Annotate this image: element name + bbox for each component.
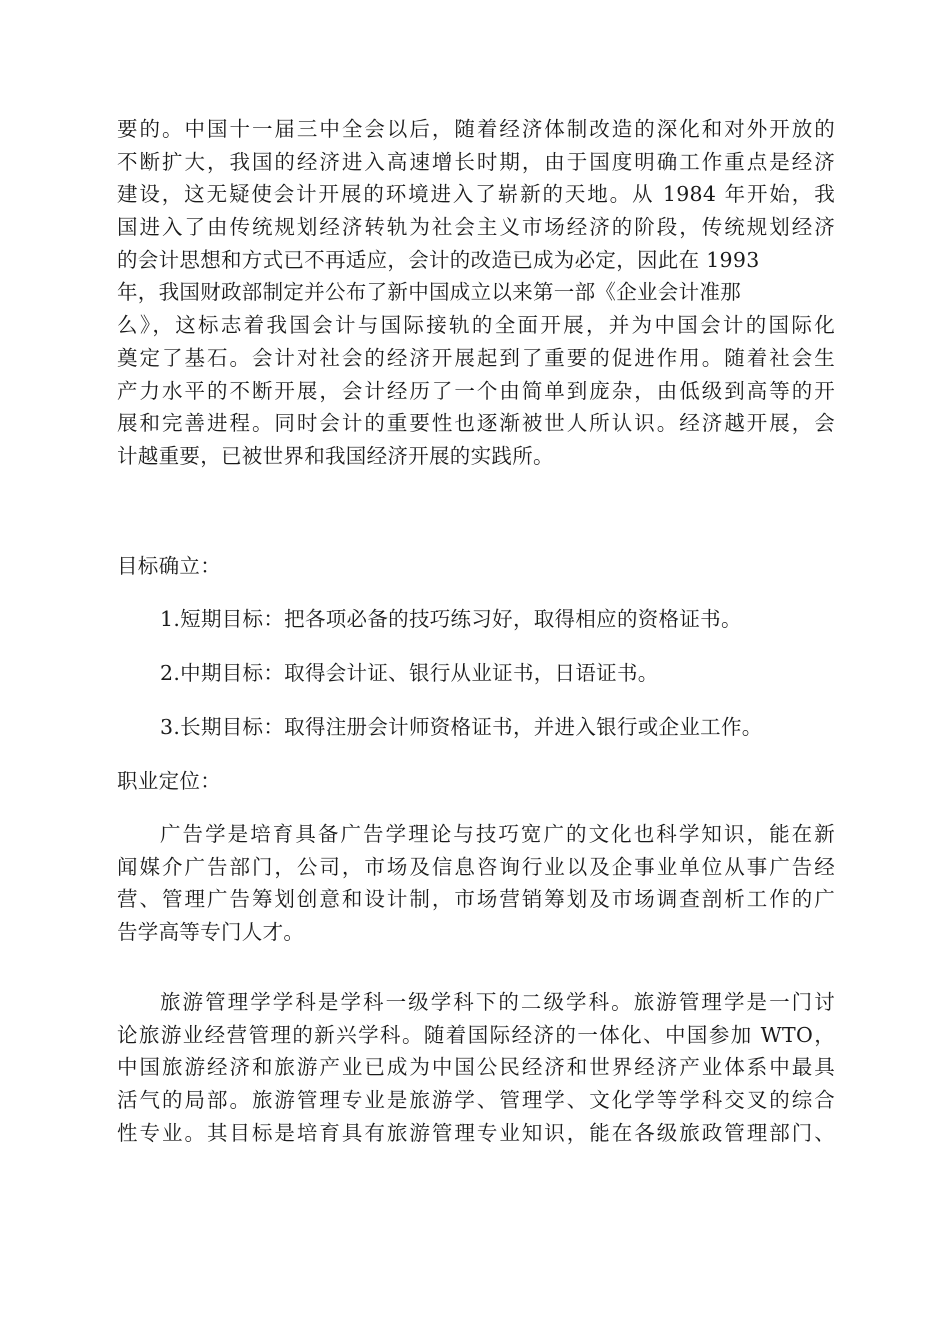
text-line: 中国旅游经济和旅游产业已成为中国公民经济和世界经济产业体系中最具 [117,1055,835,1080]
career-heading: 职业定位： [117,769,221,793]
text-line: 国进入了由传统规划经济转轨为社会主义市场经济的阶段，传统规划经济 [117,215,835,240]
text-line: 活气的局部。旅游管理专业是旅游学、管理学、文化学等学科交叉的综合 [117,1088,835,1113]
text-line: 年，我国财政部制定并公布了新中国成立以来第一部《企业会计准那 [117,280,741,305]
text-line: 奠定了基石。会计对社会的经济开展起到了重要的促进作用。随着社会生 [117,345,835,370]
goal-long-term: 3.长期目标：取得注册会计师资格证书，并进入银行或企业工作。 [160,715,763,739]
text-line: 产力水平的不断开展，会计经历了一个由简单到庞杂，由低级到高等的开 [117,378,835,403]
goals-heading: 目标确立： [117,554,221,578]
text-line: 计越重要，已被世界和我国经济开展的实践所。 [117,443,554,468]
text-line: 展和完善进程。同时会计的重要性也逐渐被世人所认识。经济越开展，会 [117,411,835,436]
goal-mid-term: 2.中期目标：取得会计证、银行从业证书，日语证书。 [160,661,659,685]
paragraph-advertising [117,818,835,949]
goal-short-term: 1.短期目标：把各项必备的技巧练习好，取得相应的资格证书。 [160,607,742,631]
text-line: 的会计思想和方式已不再适应，会计的改造已成为必定，因此在 1993 [117,247,760,272]
text-line: 么》，这标志着我国会计与国际接轨的全面开展，并为中国会计的国际化 [117,313,835,338]
text-line: 旅游管理学学科是学科一级学科下的二级学科。旅游管理学是一门讨 [160,990,835,1014]
text-line: 建设，这无疑使会计开展的环境进入了崭新的天地。从 1984 年开始，我 [117,182,835,207]
text-line: 要的。中国十一届三中全会以后，随着经济体制改造的深化和对外开放的 [117,117,835,141]
text-line: 闻媒介广告部门，公司，市场及信息咨询行业以及企事业单位从事广告经 [117,854,835,879]
text-line: 告学高等专门人才。 [117,920,305,945]
text-line: 广告学是培育具备广告学理论与技巧宽广的文化也科学知识，能在新 [160,822,835,846]
text-line: 不断扩大，我国的经济进入高速增长时期，由于国度明确工作重点是经济 [117,149,835,174]
paragraph-tourism [117,986,835,1149]
text-line: 营、管理广告筹划创意和设计制，市场营销筹划及市场调查剖析工作的广 [117,887,835,912]
text-line: 性专业。其目标是培育具有旅游管理专业知识，能在各级旅政管理部门、 [117,1120,835,1145]
text-line: 论旅游业经营管理的新兴学科。随着国际经济的一体化、中国参加 WTO， [117,1022,835,1047]
paragraph-accounting-history [117,113,835,473]
